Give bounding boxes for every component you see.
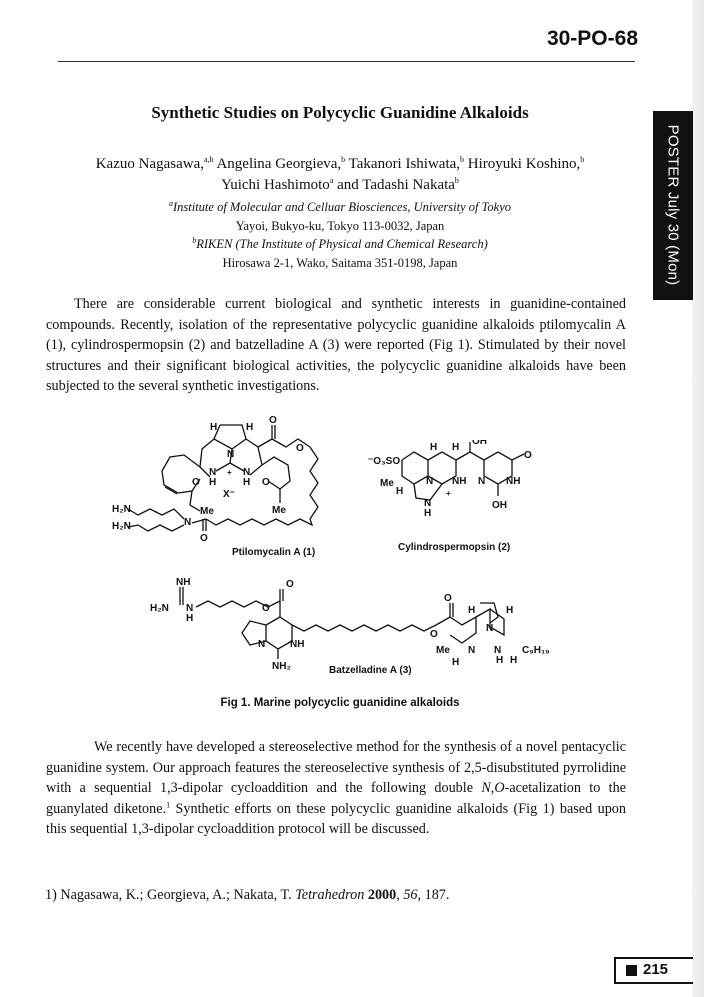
- author-affil-sup: b: [454, 176, 459, 185]
- atom-label: +: [446, 489, 451, 498]
- page-number: 215: [643, 961, 669, 978]
- bond-double: [165, 487, 177, 494]
- compound-name-1: Ptilomycalin A (1): [232, 547, 316, 558]
- author: Yuichi Hashimoto: [221, 177, 330, 193]
- poster-code: 30-PO-68: [546, 27, 638, 50]
- bond: [512, 454, 524, 460]
- author-affil-sup: b: [341, 155, 346, 164]
- compound-name-3: Batzelladine A (3): [329, 665, 412, 676]
- ptilomycalin-a-drawing: [112, 413, 342, 543]
- author-affil-sup: a,b: [203, 155, 214, 164]
- author: Hiroyuki Koshino,: [464, 156, 581, 172]
- author: Angelina Georgieva,: [213, 156, 342, 172]
- bond: [456, 452, 470, 460]
- page-square-icon: [626, 965, 637, 976]
- atom-label: N: [426, 476, 434, 487]
- atom-label: Me: [436, 645, 450, 656]
- cylindrospermopsin-drawing: [368, 440, 548, 520]
- atom-label: H: [210, 422, 218, 433]
- atom-label: H: [506, 605, 514, 616]
- reference-1: [45, 887, 449, 904]
- structure-ptilomycalin-a: [112, 413, 342, 548]
- bond-chain: [292, 625, 436, 631]
- body-text-2: -acetalization to the guanylated diketone.: [46, 780, 626, 817]
- batzelladine-a-drawing: [150, 573, 550, 673]
- bond: [190, 491, 200, 511]
- author-affil-sup: b: [580, 155, 585, 164]
- atom-label: N: [184, 517, 192, 528]
- side-tab-label: POSTER July 30 (Mon): [664, 124, 682, 286]
- reference-authors: Nagasawa, K.; Georgieva, A.; Nakata, T.: [56, 887, 296, 903]
- affil-sup: b: [192, 235, 197, 245]
- bond: [230, 463, 244, 471]
- atom-label: O: [269, 415, 277, 426]
- atom-label: N: [186, 603, 194, 614]
- atom-label: +: [227, 468, 232, 477]
- figure-caption: Fig 1. Marine polycyclic guanidine alkaloids: [220, 697, 460, 709]
- atom-label: Me: [380, 478, 394, 489]
- atom-label: ⁻O₃SO: [368, 456, 401, 467]
- atom-label: O: [200, 533, 208, 543]
- atom-label: NH: [452, 476, 467, 487]
- atom-label: O: [262, 477, 270, 488]
- author: Kazuo Nagasawa,: [95, 156, 204, 172]
- authors-line-2: [0, 177, 680, 194]
- bond: [436, 617, 450, 625]
- atom-label: H: [243, 477, 251, 488]
- header-rule: [58, 61, 635, 62]
- atom-label: C₉H₁₉: [522, 645, 550, 656]
- reference-sep: ,: [396, 887, 404, 903]
- atom-label: O: [524, 450, 532, 461]
- atom-label: H: [430, 442, 438, 453]
- atom-label: H: [209, 477, 217, 488]
- reference-number: 1): [45, 887, 57, 903]
- body-text-italic: N,O: [481, 780, 505, 796]
- atom-label: H: [468, 605, 476, 616]
- atom-label: H: [510, 655, 518, 666]
- page-number-box: [614, 957, 693, 984]
- bond-chain: [128, 525, 184, 531]
- atom-label: N: [227, 449, 235, 460]
- author-affil-sup: b: [460, 155, 465, 164]
- atom-label: N: [209, 467, 217, 478]
- intro-text: There are considerable current biological and synthetic interests in guanidine-contained compounds. Recently, isolation of the representative polycyclic guanidine alkaloids ptilomycalin A (1), cylindrospermopsin (2) and batzelladine A (3) were reported (Fig 1). Stimulated by their novel structures and their significant biological activities, the polycyclic guanidine alkaloids have been subjected to the several synthetic investigations.: [46, 296, 626, 394]
- atom-label: N: [478, 476, 486, 487]
- compound-name-2: Cylindrospermopsin (2): [398, 542, 511, 553]
- atom-label: N: [486, 623, 494, 634]
- atom-label: N: [494, 645, 502, 656]
- atom-label: H₂N: [112, 504, 131, 515]
- atom-label: H: [424, 508, 432, 519]
- structure-cylindrospermopsin: [368, 440, 548, 525]
- reference-marker[interactable]: 1: [166, 799, 171, 809]
- atom-label: H: [496, 655, 504, 666]
- atom-label: NH: [290, 639, 305, 650]
- bond-ring: [450, 617, 476, 643]
- reference-pages: , 187.: [417, 887, 450, 903]
- atom-label: NH: [176, 577, 191, 588]
- atom-label: H₂N: [150, 603, 169, 614]
- bond: [192, 519, 206, 523]
- intro-paragraph: [46, 294, 626, 397]
- reference-year: 2000: [364, 887, 397, 903]
- body-text-1: We recently have developed a stereoselective method for the synthesis of a novel pentacyclic guanidine system. Our approach features the stereoselective synthesis of 2,5-disubstituted pyrrolidine with a sequential 1,3-dipolar cycloaddition and the following double: [46, 739, 626, 796]
- atom-label: O: [286, 579, 294, 590]
- author-affil-sup: a: [329, 176, 334, 185]
- atom-label: NH₂: [272, 661, 291, 672]
- bond: [272, 439, 310, 447]
- atom-label: NH: [506, 476, 521, 487]
- reference-volume: 56: [403, 887, 418, 903]
- atom-label: H: [246, 422, 254, 433]
- atom-label: O: [296, 443, 304, 454]
- atom-label: Me: [272, 505, 286, 516]
- authors-line-1: [0, 156, 680, 173]
- bond-ring: [402, 452, 428, 484]
- affil-sup: a: [168, 198, 173, 208]
- atom-label: H: [186, 613, 194, 624]
- body-paragraph: [46, 737, 626, 840]
- atom-label: N: [468, 645, 476, 656]
- atom-label: N: [243, 467, 251, 478]
- atom-label: N: [258, 639, 266, 650]
- atom-label: O: [262, 603, 270, 614]
- atom-label: H₂N: [112, 521, 131, 532]
- atom-label: X⁻: [223, 489, 235, 500]
- structure-batzelladine-a: [150, 573, 550, 678]
- atom-label: H: [396, 486, 404, 497]
- atom-label: O: [444, 593, 452, 604]
- page-edge: [692, 0, 704, 997]
- bond-chain: [128, 509, 184, 519]
- bond-ring: [266, 617, 292, 649]
- atom-label: O: [430, 629, 438, 640]
- bond-ring: [214, 425, 246, 449]
- author: and Tadashi Nakata: [333, 177, 455, 193]
- affiliation-a: [0, 200, 680, 215]
- bond: [258, 439, 272, 447]
- atom-label: N: [424, 498, 432, 509]
- atom-label: OH: [472, 440, 487, 447]
- atom-label: O: [192, 477, 200, 488]
- atom-label: H: [452, 442, 460, 453]
- paper-title: Synthetic Studies on Polycyclic Guanidine Alkaloids: [151, 103, 529, 122]
- affiliation-name: RIKEN (The Institute of Physical and Chemical Research): [196, 237, 488, 251]
- affiliation-b-address: Hirosawa 2-1, Wako, Saitama 351-0198, Japan: [222, 256, 458, 270]
- affiliation-b: [0, 237, 680, 252]
- author: Takanori Ishiwata,: [345, 156, 461, 172]
- atom-label: Me: [200, 506, 214, 517]
- atom-label: OH: [492, 500, 507, 511]
- atom-label: H: [452, 657, 460, 668]
- affiliation-name: Institute of Molecular and Celluar Biosciences, University of Tokyo: [172, 200, 512, 214]
- affiliation-a-address: Yayoi, Bukyo-ku, Tokyo 113-0032, Japan: [235, 219, 445, 233]
- reference-journal: Tetrahedron: [295, 887, 365, 903]
- body-text-3: Synthetic efforts on these polycyclic guanidine alkaloids (Fig 1) based upon this sequential 1,3-dipolar cycloaddition protocol will be discussed.: [46, 800, 626, 837]
